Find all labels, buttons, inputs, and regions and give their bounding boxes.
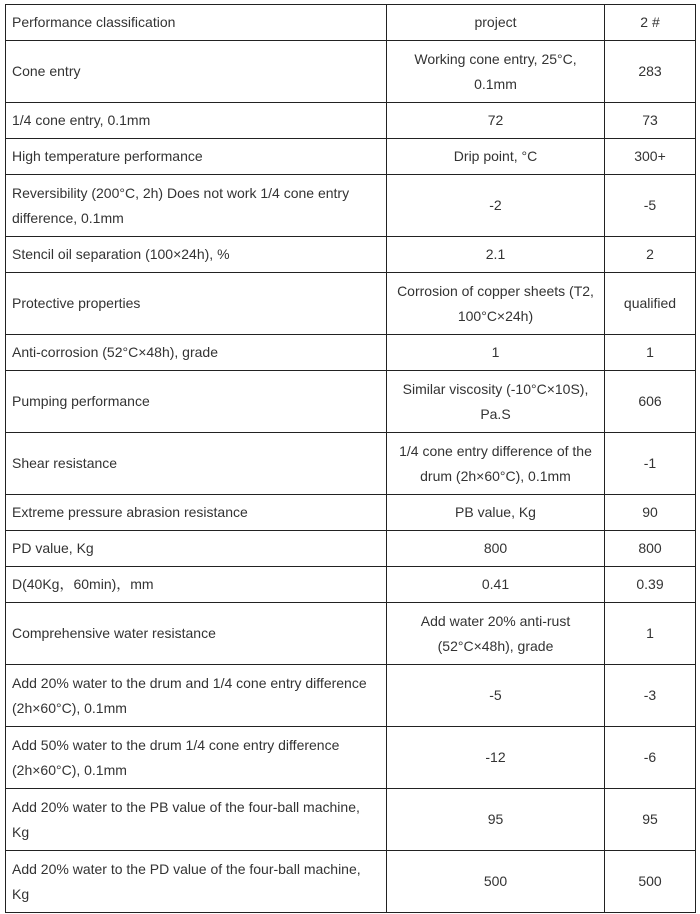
table-row (6, 335, 696, 371)
table-cell-classification: Pumping performance (6, 371, 387, 433)
table-cell-value: 2 # (605, 5, 696, 41)
table-cell-project: project (387, 5, 605, 41)
table-row (6, 531, 696, 567)
table-cell-classification: Extreme pressure abrasion resistance (6, 495, 387, 531)
table-cell-classification: Shear resistance (6, 433, 387, 495)
table-cell-project: 72 (387, 103, 605, 139)
table-cell-classification: Add 50% water to the drum 1/4 cone entry difference (2h×60°C), 0.1mm (6, 727, 387, 789)
table-cell-value: 73 (605, 103, 696, 139)
table-cell-value: 2 (605, 237, 696, 273)
performance-table (5, 4, 696, 913)
table-row (6, 603, 696, 665)
table-row (6, 851, 696, 913)
table-cell-value: qualified (605, 273, 696, 335)
table-cell-classification: 1/4 cone entry, 0.1mm (6, 103, 387, 139)
table-cell-project: 500 (387, 851, 605, 913)
table-cell-project: 95 (387, 789, 605, 851)
table-cell-classification: Anti-corrosion (52°C×48h), grade (6, 335, 387, 371)
table-cell-project: Similar viscosity (-10°C×10S), Pa.S (387, 371, 605, 433)
table-cell-classification: Add 20% water to the PB value of the four-ball machine, Kg (6, 789, 387, 851)
table-cell-value: 0.39 (605, 567, 696, 603)
table-row (6, 371, 696, 433)
table-cell-project: -12 (387, 727, 605, 789)
table-cell-project: 1 (387, 335, 605, 371)
table-cell-classification: Add 20% water to the PD value of the four-ball machine, Kg (6, 851, 387, 913)
table-row (6, 665, 696, 727)
table-cell-project: Add water 20% anti-rust (52°C×48h), grade (387, 603, 605, 665)
table-cell-value: 283 (605, 41, 696, 103)
table-row (6, 433, 696, 495)
table-row (6, 727, 696, 789)
table-cell-classification: Comprehensive water resistance (6, 603, 387, 665)
table-cell-value: 800 (605, 531, 696, 567)
table-cell-value: -5 (605, 175, 696, 237)
table-cell-project: Drip point, °C (387, 139, 605, 175)
table-row (6, 495, 696, 531)
table-cell-classification: Cone entry (6, 41, 387, 103)
table-cell-project: PB value, Kg (387, 495, 605, 531)
table-cell-classification: D(40Kg，60min)，mm (6, 567, 387, 603)
table-row (6, 237, 696, 273)
table-cell-value: 90 (605, 495, 696, 531)
table-cell-value: -1 (605, 433, 696, 495)
table-row (6, 789, 696, 851)
table-cell-classification: PD value, Kg (6, 531, 387, 567)
table-cell-project: 2.1 (387, 237, 605, 273)
table-row (6, 273, 696, 335)
performance-table-container (5, 4, 695, 913)
table-row (6, 567, 696, 603)
table-cell-value: -6 (605, 727, 696, 789)
table-row (6, 103, 696, 139)
table-cell-project: 1/4 cone entry difference of the drum (2h×60°C), 0.1mm (387, 433, 605, 495)
table-cell-classification: Performance classification (6, 5, 387, 41)
table-cell-value: 1 (605, 603, 696, 665)
table-cell-value: 300+ (605, 139, 696, 175)
table-cell-classification: Protective properties (6, 273, 387, 335)
table-cell-classification: Add 20% water to the drum and 1/4 cone entry difference (2h×60°C), 0.1mm (6, 665, 387, 727)
table-cell-project: 800 (387, 531, 605, 567)
table-row (6, 41, 696, 103)
table-cell-project: -2 (387, 175, 605, 237)
table-cell-classification: Stencil oil separation (100×24h), % (6, 237, 387, 273)
table-cell-value: -3 (605, 665, 696, 727)
table-cell-classification: High temperature performance (6, 139, 387, 175)
table-cell-classification: Reversibility (200°C, 2h) Does not work 1/4 cone entry difference, 0.1mm (6, 175, 387, 237)
table-cell-value: 500 (605, 851, 696, 913)
table-cell-value: 606 (605, 371, 696, 433)
table-cell-project: -5 (387, 665, 605, 727)
table-row (6, 175, 696, 237)
table-cell-value: 1 (605, 335, 696, 371)
table-cell-value: 95 (605, 789, 696, 851)
table-cell-project: 0.41 (387, 567, 605, 603)
table-cell-project: Corrosion of copper sheets (T2, 100°C×24h) (387, 273, 605, 335)
table-cell-project: Working cone entry, 25°C, 0.1mm (387, 41, 605, 103)
table-row (6, 139, 696, 175)
table-row (6, 5, 696, 41)
